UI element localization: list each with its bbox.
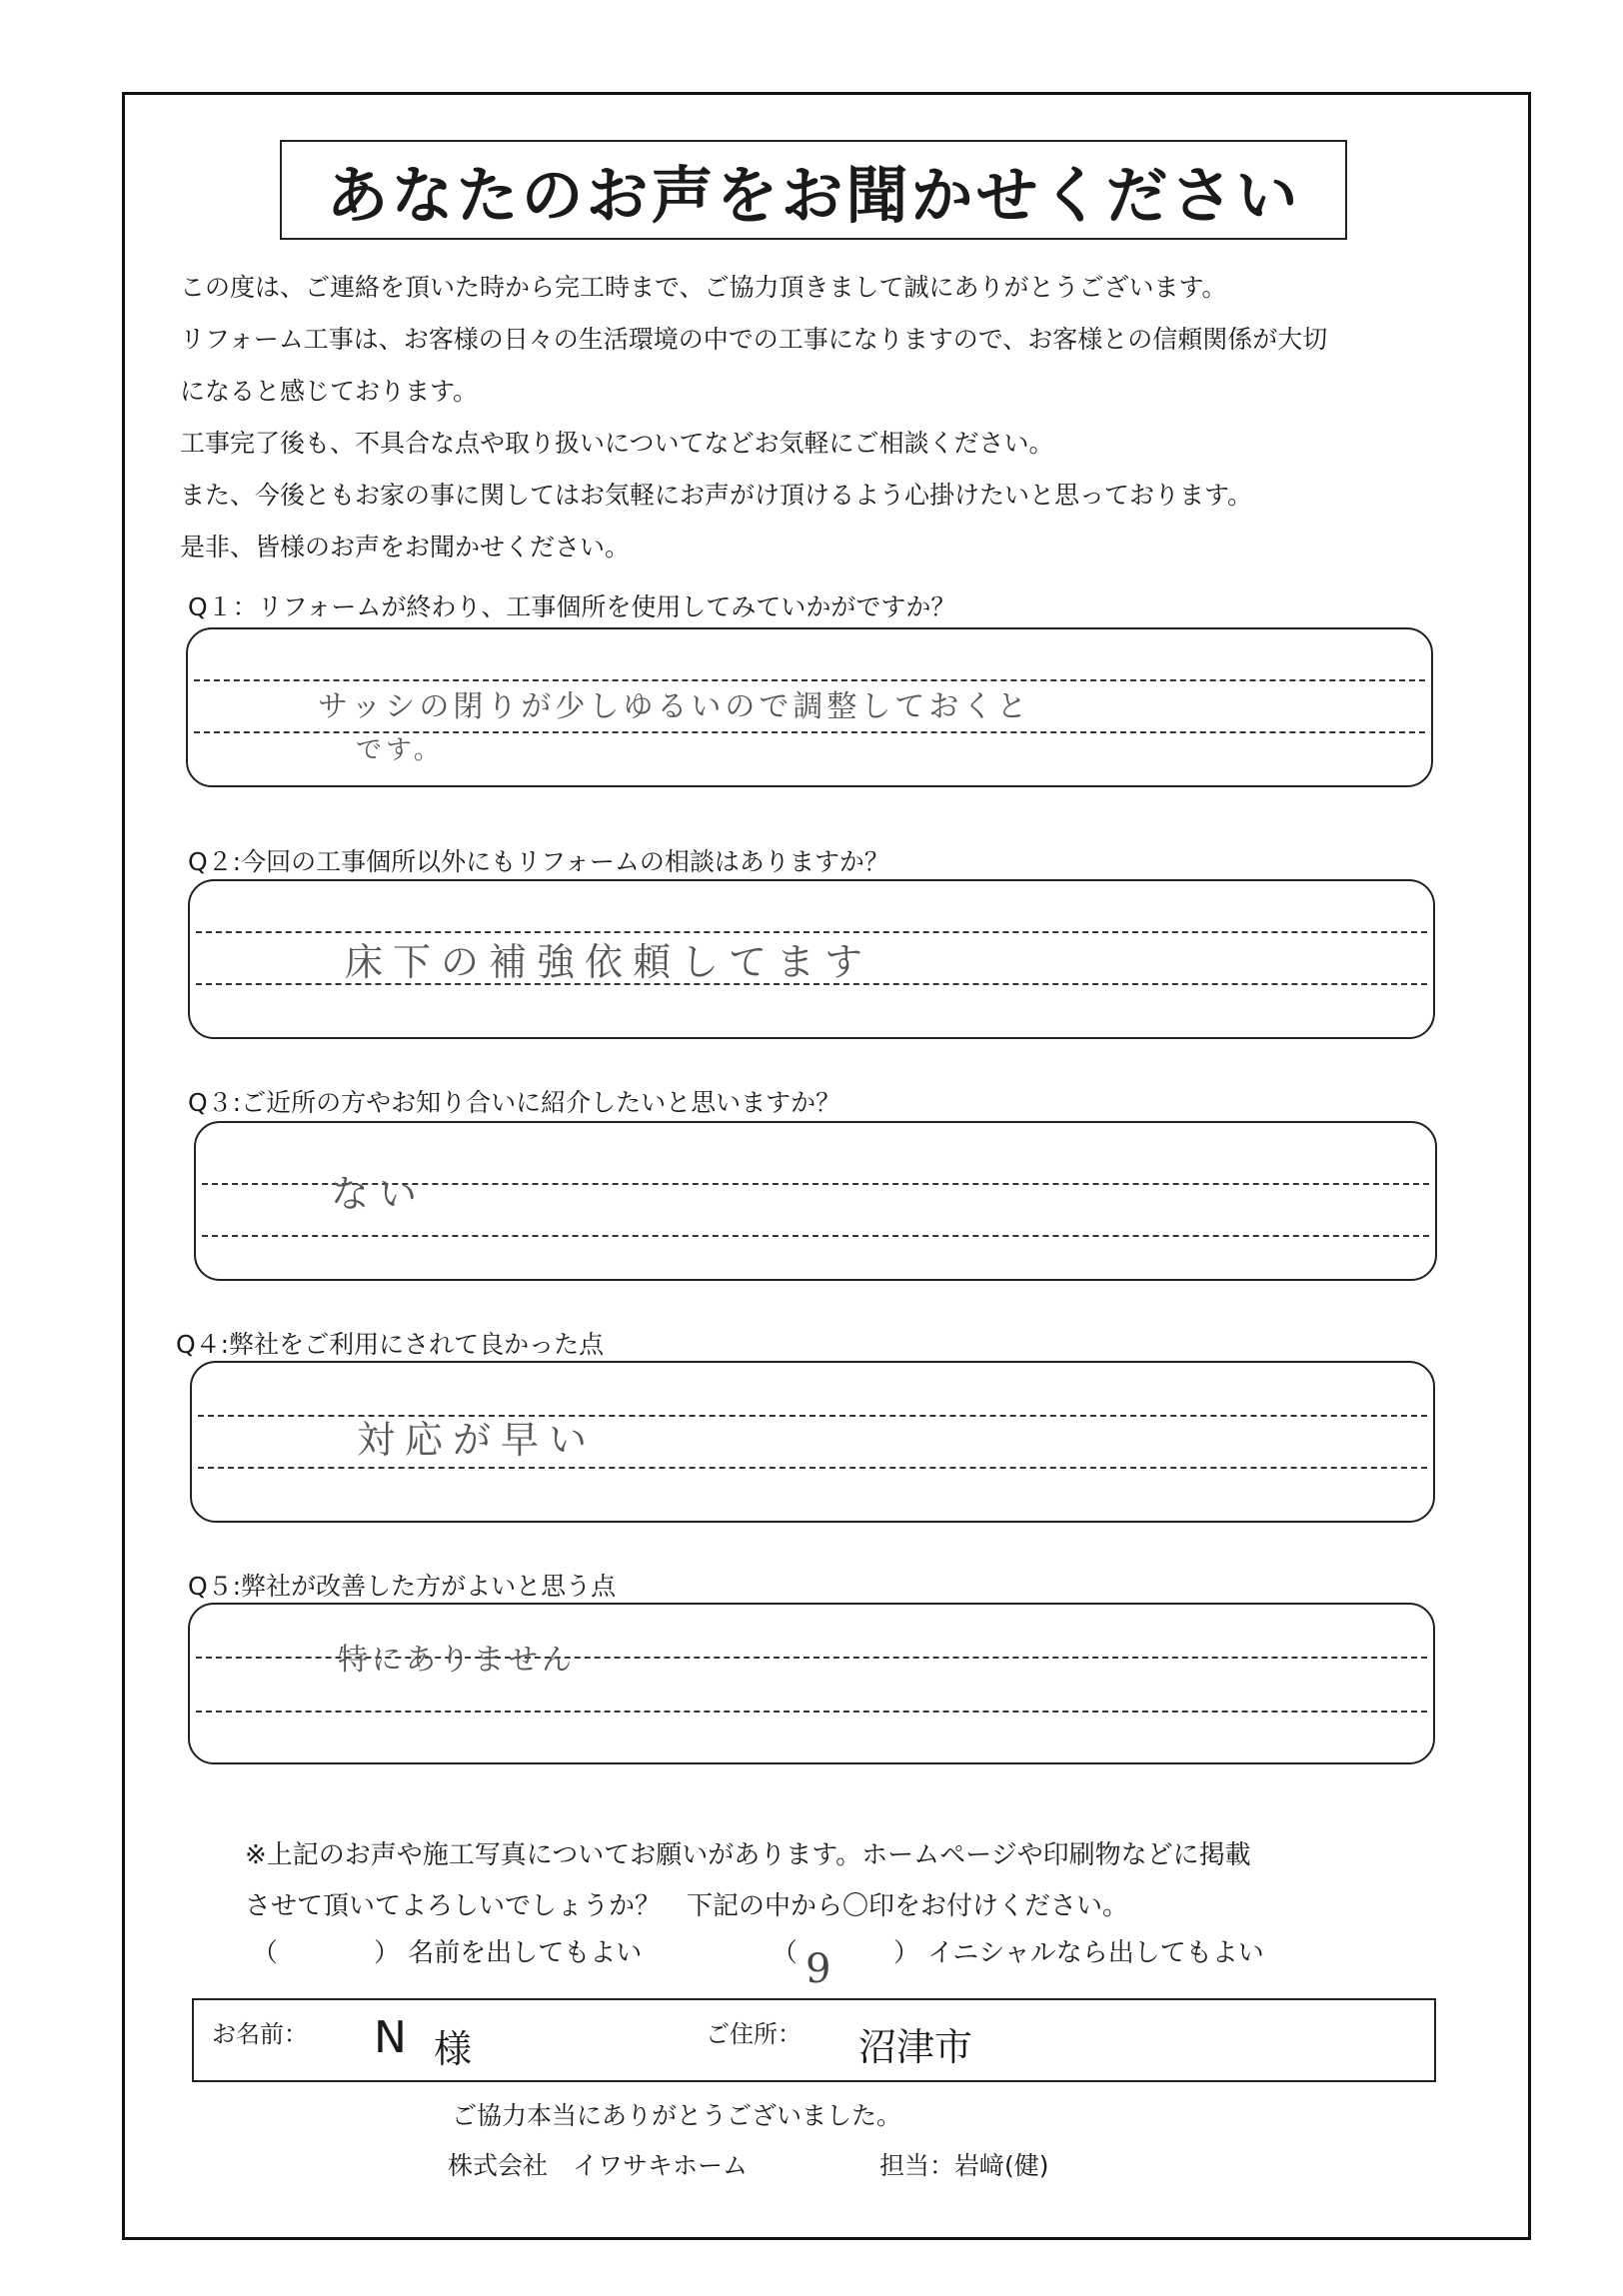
- question-5-answer-box: [188, 1603, 1435, 1764]
- question-2-answer-box: [188, 879, 1435, 1039]
- intro-line: この度は、ご連絡を頂いた時から完工時まで、ご協力頂きまして誠にありがとうございます。: [180, 273, 1227, 302]
- intro-line: 工事完了後も、不具合な点や取り扱いについてなどお気軽にご相談ください。: [180, 429, 1054, 458]
- option-paren-left: （: [772, 1938, 799, 1968]
- option-initial-open[interactable]: [772, 1932, 1264, 1969]
- dashed-line: [198, 1467, 1427, 1469]
- dashed-line: [202, 1235, 1429, 1237]
- question-5-answer: 特にありません: [338, 1643, 576, 1678]
- name-label: お名前：: [212, 2020, 308, 2048]
- option-name-open-label: 名前を出してもよい: [408, 1938, 643, 1968]
- question-1-answer-box: [186, 627, 1433, 787]
- note-line: ※上記のお声や施工写真についてお願いがあります。ホームページや印刷物などに掲載: [245, 1840, 1251, 1870]
- intro-text: [180, 262, 1479, 574]
- option-name-open[interactable]: [252, 1932, 642, 1969]
- dashed-line: [196, 1711, 1427, 1713]
- option-initial-open-label: イニシャルなら出してもよい: [927, 1938, 1264, 1968]
- publication-note: [245, 1830, 1251, 1932]
- intro-line: になると感じております。: [180, 377, 479, 406]
- question-2-answer: 床下の補強依頼してます: [345, 940, 873, 984]
- question-3-answer-box: [194, 1121, 1437, 1281]
- question-1-label: Q１：リフォームが終わり、工事個所を使用してみていかがですか？: [188, 592, 956, 621]
- intro-line: 是非、皆様のお声をお聞かせください。: [180, 533, 631, 562]
- thanks-text: ご協力本当にありがとうございました。: [452, 2101, 902, 2130]
- question-4-answer-box: [190, 1361, 1435, 1523]
- company-name: 株式会社 イワサキホーム: [448, 2151, 749, 2180]
- title-box: [280, 140, 1347, 240]
- intro-line: リフォーム工事は、お客様の日々の生活環境の中での工事になりますので、お客様との信頼関係が大切: [180, 325, 1328, 354]
- staff-name: 担当：岩﨑(健): [879, 2151, 1049, 2180]
- question-2-label: Q２:今回の工事個所以外にもリフォームの相談はありますか？: [188, 847, 889, 876]
- question-1-answer: サッシの閉りが少しゆるいので調整しておくと: [318, 689, 1031, 724]
- option-paren-left: （: [252, 1938, 279, 1968]
- address-label: ご住所：: [706, 2020, 802, 2048]
- name-suffix: 様: [434, 2027, 473, 2071]
- note-line: させて頂いてよろしいでしょうか？ 下記の中から〇印をお付けください。: [245, 1891, 1129, 1921]
- name-value: N: [374, 2012, 407, 2063]
- question-4-label: Q４:弊社をご利用にされて良かった点: [176, 1330, 605, 1359]
- question-1-answer-continued: です。: [356, 735, 444, 765]
- question-3-label: Q３:ご近所の方やお知り合いに紹介したいと思いますか？: [188, 1088, 841, 1117]
- option-paren-right: ）: [374, 1938, 401, 1968]
- option-paren-right: ）: [893, 1938, 920, 1968]
- customer-info-box: [192, 1998, 1436, 2082]
- question-4-answer: 対応が早い: [357, 1418, 598, 1462]
- option-initial-mark: 9: [806, 1946, 831, 1992]
- intro-line: また、今後ともお家の事に関してはお気軽にお声がけ頂けるよう心掛けたいと思っております。: [180, 481, 1253, 510]
- address-value: 沼津市: [858, 2025, 973, 2069]
- question-3-answer: ない: [331, 1172, 428, 1216]
- page-title: あなたのお声をお聞かせください: [326, 158, 1301, 232]
- question-5-label: Q５:弊社が改善した方がよいと思う点: [188, 1572, 617, 1601]
